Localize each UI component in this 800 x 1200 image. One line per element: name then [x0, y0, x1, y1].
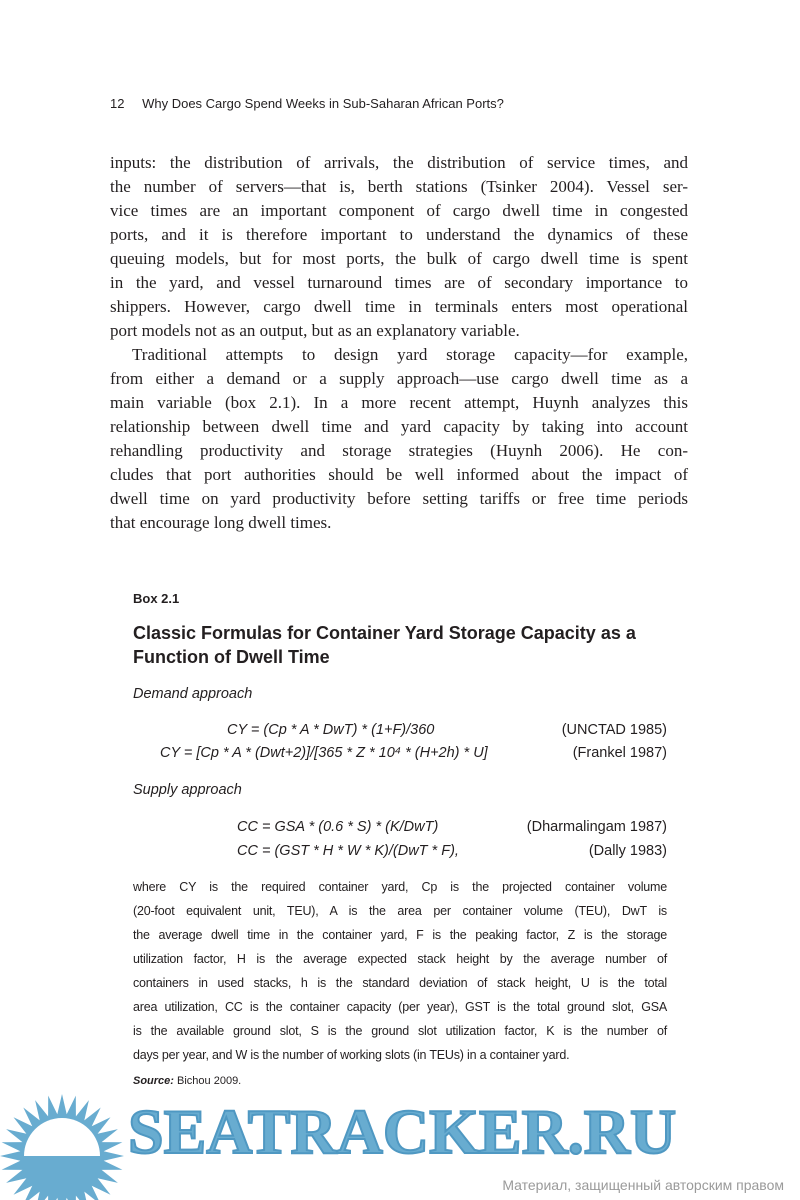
text-line: the number of servers—that is, berth stations (Tsinker 2004). Vessel ser-	[110, 177, 688, 196]
text-line: utilization factor, H is the average expected stack height by the average number of	[133, 952, 667, 966]
text-line: shippers. However, cargo dwell time in terminals enters most operational	[110, 297, 688, 316]
text-line: dwell time on yard productivity before setting tariffs or free time periods	[110, 489, 688, 508]
demand-approach-heading: Demand approach	[133, 686, 253, 702]
citation-dally: (Dally 1983)	[588, 843, 667, 859]
running-title: Why Does Cargo Spend Weeks in Sub-Saharan African Ports?	[142, 96, 504, 111]
text-line: area utilization, CC is the container capacity (per year), GST is the total ground slot, GSA	[133, 1000, 667, 1014]
running-header	[110, 96, 504, 111]
citation-unctad: (UNCTAD 1985)	[561, 722, 667, 738]
box-title	[133, 621, 667, 669]
paragraph-2	[110, 343, 688, 535]
formula-unctad: CY = (Cp * A * DwT) * (1+F)/360	[227, 722, 435, 738]
text-line: inputs: the distribution of arrivals, the distribution of service times, and	[110, 153, 688, 172]
text-line: relationship between dwell time and yard capacity by taking into account	[110, 417, 688, 436]
supply-approach-heading: Supply approach	[133, 782, 242, 798]
text-line: main variable (box 2.1). In a more recent attempt, Huynh analyzes this	[110, 393, 688, 412]
text-line: the average dwell time in the container yard, F is the peaking factor, Z is the storage	[133, 928, 667, 942]
formula-frankel: CY = [Cp * A * (Dwt+2)]/[365 * Z * 10⁴ * (H+2h) * U]	[160, 745, 488, 761]
text-line: queuing models, but for most ports, the bulk of cargo dwell time is spent	[110, 249, 688, 268]
citation-dharmalingam: (Dharmalingam 1987)	[526, 819, 667, 835]
text-line: days per year, and W is the number of working slots (in TEUs) in a container yard.	[133, 1048, 570, 1062]
text-line: vice times are an important component of cargo dwell time in congested	[110, 201, 688, 220]
source-label: Source:	[133, 1075, 174, 1087]
watermark-logo-text: SEATRACKER.RU	[128, 1096, 677, 1167]
text-line: (20-foot equivalent unit, TEU), A is the area per container volume (TEU), DwT is	[133, 904, 667, 918]
text-line: that encourage long dwell times.	[110, 513, 332, 532]
paragraph-1	[110, 151, 688, 343]
box-title-line: Classic Formulas for Container Yard Storage Capacity as a	[133, 623, 636, 643]
page-number: 12	[110, 96, 125, 111]
definitions-paragraph	[133, 875, 667, 1067]
text-line: ports, and it is therefore important to understand the dynamics of these	[110, 225, 688, 244]
text-line: cludes that port authorities should be well informed about the impact of	[110, 465, 688, 484]
formula-dally: CC = (GST * H * W * K)/(DwT * F),	[237, 843, 459, 859]
formula-dharmalingam: CC = GSA * (0.6 * S) * (K/DwT)	[237, 819, 439, 835]
box-label: Box 2.1	[133, 591, 180, 606]
watermark-copyright: Материал, защищенный авторским правом	[502, 1177, 784, 1193]
text-line: from either a demand or a supply approach—use cargo dwell time as a	[110, 369, 688, 388]
source-text: Bichou 2009.	[173, 1075, 242, 1087]
text-line: Traditional attempts to design yard storage capacity—for example,	[132, 345, 688, 364]
text-line: in the yard, and vessel turnaround times are of secondary importance to	[110, 273, 688, 292]
text-line: containers in used stacks, h is the standard deviation of stack height, U is the total	[133, 976, 667, 990]
citation-frankel: (Frankel 1987)	[572, 745, 667, 761]
text-line: where CY is the required container yard, Cp is the projected container volume	[133, 880, 667, 894]
box-title-line: Function of Dwell Time	[133, 647, 330, 667]
text-line: port models not as an output, but as an explanatory variable.	[110, 321, 520, 340]
text-line: rehandling productivity and storage strategies (Huynh 2006). He con-	[110, 441, 688, 460]
text-line: is the available ground slot, S is the ground slot utilization factor, K is the number of	[133, 1024, 667, 1038]
